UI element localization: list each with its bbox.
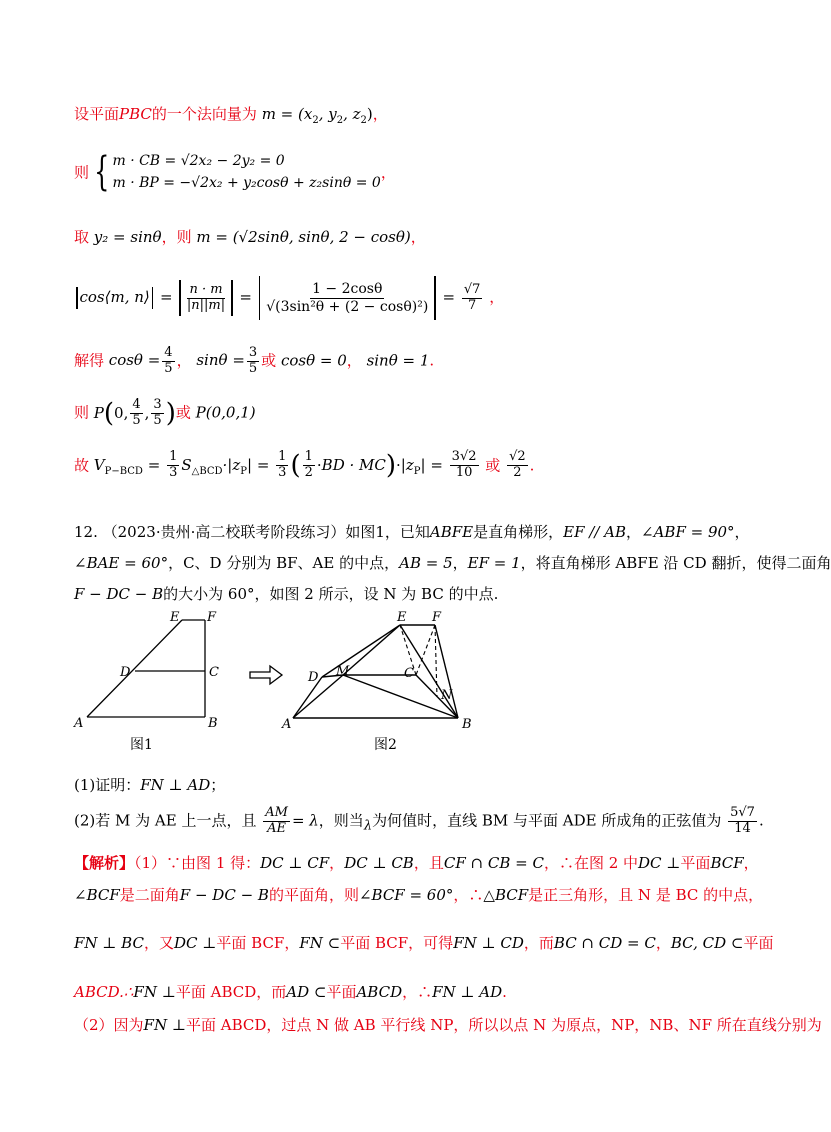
text: F − DC − B (74, 585, 164, 603)
fig2-label-d: D (308, 670, 319, 685)
text: 14 (734, 820, 751, 836)
choose-y2-line: 取 y₂ = sinθ，则 m = (√2sinθ, sinθ, 2 − cosθ)， (74, 228, 426, 246)
text: AM (265, 805, 288, 820)
text: AB = 5 (399, 554, 453, 572)
volume-formula: $V_{P-BCD}$ = $\frac{1}{3}$ $S_{\triangle BCD}\cdot|z_P|$ = $\frac{1}{3}$ ( $\frac{1}{2}$ $\cdot BD \cdot MC)\cdot|z_P|$ = $\frac{3√2}{10}$ (93, 449, 477, 481)
fig1-edge-ea (87, 620, 182, 717)
text: BC, CD ⊂ (670, 934, 744, 952)
text: = λ (291, 811, 319, 830)
text: ，又 (143, 934, 174, 952)
text: ·|z (222, 455, 241, 474)
text: BD · MC (321, 455, 386, 474)
fig2-edge-me (343, 625, 400, 675)
text: FN ⊥ AD (432, 983, 503, 1001)
question-1 (74, 776, 225, 794)
text: ，∴ (402, 983, 433, 1001)
arrow-right-icon (250, 666, 282, 684)
text: . (502, 983, 507, 1001)
text: P−BCD (104, 465, 143, 477)
text: DC ⊥ CB (344, 854, 414, 872)
text: P (240, 465, 247, 477)
text: 或 (485, 456, 501, 475)
point-p-line: 则 P(0, $\frac{4}{5}$ , $\frac{3}{5}$ )或 P(0,0,1) (74, 397, 256, 429)
text: DC ⊥ CF (260, 854, 330, 872)
text: 故 (74, 456, 90, 475)
text: ，则当 (318, 811, 364, 830)
text: ，将直角梯形 ABFE 沿 CD 翻折，使得二面角 (520, 554, 831, 572)
text: AD ⊂ (286, 983, 327, 1001)
text: ，∴ (453, 886, 484, 904)
fig1-label-e: E (170, 610, 180, 625)
text: 10 (455, 465, 473, 481)
fig2-label-f: F (432, 610, 442, 625)
text: √2 (509, 449, 526, 465)
text: EF // AB (563, 523, 626, 541)
text: 平面 (743, 934, 774, 952)
text: DC ⊥ (638, 854, 681, 872)
text: (1)证明： (74, 776, 141, 794)
text: √7 (463, 281, 481, 297)
text: BC ∩ CD = C (553, 934, 656, 952)
text: ∠BCF (74, 886, 120, 904)
solved-values: 解得 cosθ = $\frac{4}{5}$ ， sinθ = $\frac{3}{5}$ 或 cosθ = 0， sinθ = 1. (74, 345, 435, 376)
fig1-label-b: B (208, 716, 218, 731)
text: ∠ABF = 90° (641, 523, 735, 541)
text: cosθ = (108, 351, 161, 370)
text: 1 (278, 449, 287, 465)
text: 3 (248, 345, 258, 360)
text: 解得 (74, 351, 105, 370)
text: PBC (119, 105, 152, 123)
text: AE (267, 820, 287, 836)
text: 4 (164, 345, 173, 360)
text: 平面 ABCD，过点 N 做 AB 平行线 NP，所以以点 N 为原点，NP，NB、NF 所在直线分别为 (185, 1016, 822, 1034)
text: FN ⊥ CD (453, 934, 524, 952)
fig2-label-e: E (397, 610, 407, 625)
text: √(3sin²θ + (2 − cosθ)²) (266, 298, 429, 315)
text: 1 − 2cosθ (312, 281, 383, 298)
text: n · m (189, 281, 223, 297)
text: 如图1，已知 (345, 523, 430, 541)
text: 是正三角形，且 N 是 BC 的中点， (528, 886, 764, 904)
fig1-label-f: F (207, 610, 217, 625)
text: 5 (248, 360, 258, 376)
text: 5 (153, 413, 162, 429)
text: ， (452, 554, 468, 572)
fig1-label-c: C (209, 665, 219, 680)
text: 3 (278, 465, 287, 481)
text: ABCD.∴ (74, 983, 134, 1001)
text: 7 (468, 297, 477, 313)
text: ∠BAE = 60° (74, 554, 169, 572)
problem-12-line-1 (74, 523, 750, 541)
text: m = (√2sinθ, sinθ, 2 − cosθ) (196, 228, 411, 246)
text: sinθ = 1 (366, 351, 430, 370)
problem-source: （2023·贵州·高二校联考阶段练习） (102, 523, 346, 541)
solution-line-3 (74, 934, 774, 952)
fig2-edge-fn (435, 625, 437, 697)
text: 平面 (326, 983, 357, 1001)
fig2-edge-fb (435, 625, 458, 718)
text: (2)若 M 为 AE 上一点，且 (74, 811, 257, 830)
fig2-label-b: B (462, 717, 472, 732)
equation-system: 则 { m · CB = √2x₂ − 2y₂ = 0 m · BP = −√2x₂ + y₂cosθ + z₂sinθ = 0 ， (74, 149, 396, 196)
fig2-label-m: M (336, 664, 350, 679)
problem-12-line-3 (74, 585, 498, 603)
text: ) (366, 105, 373, 123)
text: △BCD (191, 465, 223, 477)
text: 平面 BCF，可得 (340, 934, 454, 952)
figure-2-labels (281, 610, 472, 732)
text: 平面 BCF， (216, 934, 300, 952)
text: 取 (74, 228, 90, 246)
text: ， (655, 934, 671, 952)
text: 1 (304, 449, 313, 465)
fig2-edge-de (322, 625, 400, 677)
text: ， (329, 854, 345, 872)
normal-vector-intro: 设平面PBC的一个法向量为 $m = (x_2$, $y_2$, $z_2$)， (74, 105, 388, 126)
fig1-label-d: D (120, 665, 131, 680)
text: ，且 (413, 854, 444, 872)
text: EF = 1 (467, 554, 521, 572)
cosine-formula: cos⟨m, n⟩ = $\frac{n \cdot m}{|n||m|}$ = $\frac{1 - 2\cos\theta}{\text{√(3sin²θ + (2 − cosθ)²)}}$ = $\frac{√7}{7}$ ， (74, 276, 504, 320)
system-equations (112, 150, 380, 195)
text: ∠BCF = 60° (358, 886, 454, 904)
text: ，则 (161, 228, 192, 246)
equation-1: m · CB = √2x₂ − 2y₂ = 0 (112, 153, 285, 169)
text: 1 (169, 449, 178, 465)
text: 或 (175, 403, 191, 422)
text: V (93, 455, 105, 474)
text: P(0,0,1) (195, 403, 256, 422)
fig1-label-a: A (74, 716, 84, 731)
text: ，∴在图 2 中 (543, 854, 639, 872)
figure-1 (87, 620, 205, 717)
text: 2 (304, 465, 313, 481)
fig2-label-c: C (404, 666, 414, 681)
text: 4 (132, 397, 141, 413)
cos-expression: cos⟨m, n⟩ = $\frac{n \cdot m}{|n||m|}$ = $\frac{1 - 2\cos\theta}{\text{√(3sin²θ + (2 − cosθ)²)}}$ = $\frac{√7}{7}$ (74, 288, 489, 306)
text: FN ⊥ AD (140, 776, 211, 794)
fig2-label-a: A (282, 717, 292, 732)
problem-number: 12. (74, 523, 98, 541)
text: ； (210, 776, 226, 794)
solution-line-2 (74, 886, 763, 904)
fig2-caption: 图2 (374, 737, 397, 753)
text: 则 (74, 403, 90, 422)
text: （1）∵由图 1 得： (134, 854, 261, 872)
question-2 (74, 806, 764, 837)
text: sinθ = (196, 351, 245, 370)
solution-line-4 (74, 983, 507, 1001)
text: 2 (513, 465, 522, 481)
text: m = (x (261, 105, 313, 123)
text: 是二面角 (119, 886, 180, 904)
text: ABFE (429, 523, 474, 541)
text: 3√2 (451, 449, 477, 465)
text: DC ⊥ (173, 934, 217, 952)
volume-line: 故 $V_{P-BCD}$ = $\frac{1}{3}$ $S_{\triangle BCD}\cdot|z_P|$ = $\frac{1}{3}$ ( $\frac{1}{2}$ $\cdot BD \cdot MC)\cdot|z_P|$ = $\frac{3√2}{10}$ 或 $\frac{√2}{2}$ . (74, 449, 535, 481)
text: ABCD (356, 983, 403, 1001)
text: 或 (261, 351, 277, 370)
text: 5 (132, 413, 141, 429)
figure-2-dashed (400, 625, 437, 697)
text: ， (734, 523, 750, 541)
text: 的大小为 60°，如图 2 所示，设 N 为 BC 的中点. (163, 585, 499, 603)
text: CF ∩ CB = C (443, 854, 544, 872)
text: 的平面角，则 (268, 886, 359, 904)
text: BCF (710, 854, 744, 872)
text: 是直角梯形， (473, 523, 564, 541)
text: 设平面 (74, 105, 120, 123)
text: ， (743, 854, 759, 872)
problem-12-line-2 (74, 554, 831, 572)
text: （2）因为 (74, 1016, 144, 1034)
text: FN ⊂ (299, 934, 341, 952)
text: 5√7 (730, 805, 755, 820)
figures (60, 605, 500, 755)
text: FN ⊥ (133, 983, 176, 1001)
solution-line-1 (74, 854, 759, 872)
text: . (758, 811, 764, 830)
text: 3 (153, 397, 162, 413)
text: , y (318, 105, 337, 123)
text: 则 (74, 163, 90, 182)
fig2-edge-fc (416, 625, 435, 675)
text: , z (343, 105, 361, 123)
text: cosθ = 0 (280, 351, 347, 370)
text: |n||m| (186, 297, 226, 313)
text: cos⟨m, n⟩ (79, 288, 150, 306)
text: y₂ = sinθ (93, 228, 162, 246)
fig2-label-n: N (441, 688, 453, 703)
text: F − DC − B (179, 886, 269, 904)
equation-2: m · BP = −√2x₂ + y₂cosθ + z₂sinθ = 0 (112, 175, 381, 192)
text: ，C、D 分别为 BF、AE 的中点， (168, 554, 400, 572)
text: λ (363, 818, 373, 834)
solution-tag: 【解析】 (74, 854, 135, 872)
text: 的一个法向量为 (151, 105, 257, 123)
text: FN ⊥ BC (74, 934, 144, 952)
normal-vector-m: $m = (x_2$, $y_2$, $z_2$) (261, 105, 373, 126)
text: 5 (164, 360, 173, 376)
text: ，而 (523, 934, 554, 952)
text: ， (626, 523, 642, 541)
text: △BCF (483, 886, 529, 904)
left-brace-icon: { (94, 149, 110, 196)
text: 平面 (680, 854, 711, 872)
solution-line-5 (74, 1016, 822, 1034)
text: S (181, 455, 192, 474)
text: 0, (114, 403, 129, 422)
fig1-caption: 图1 (130, 737, 153, 753)
text: P (93, 403, 104, 422)
text: 3 (169, 465, 178, 481)
text: FN ⊥ (143, 1016, 186, 1034)
text: 为何值时，直线 BM 与平面 ADE 所成角的正弦值为 (372, 811, 722, 830)
text: 平面 ABCD，而 (175, 983, 287, 1001)
